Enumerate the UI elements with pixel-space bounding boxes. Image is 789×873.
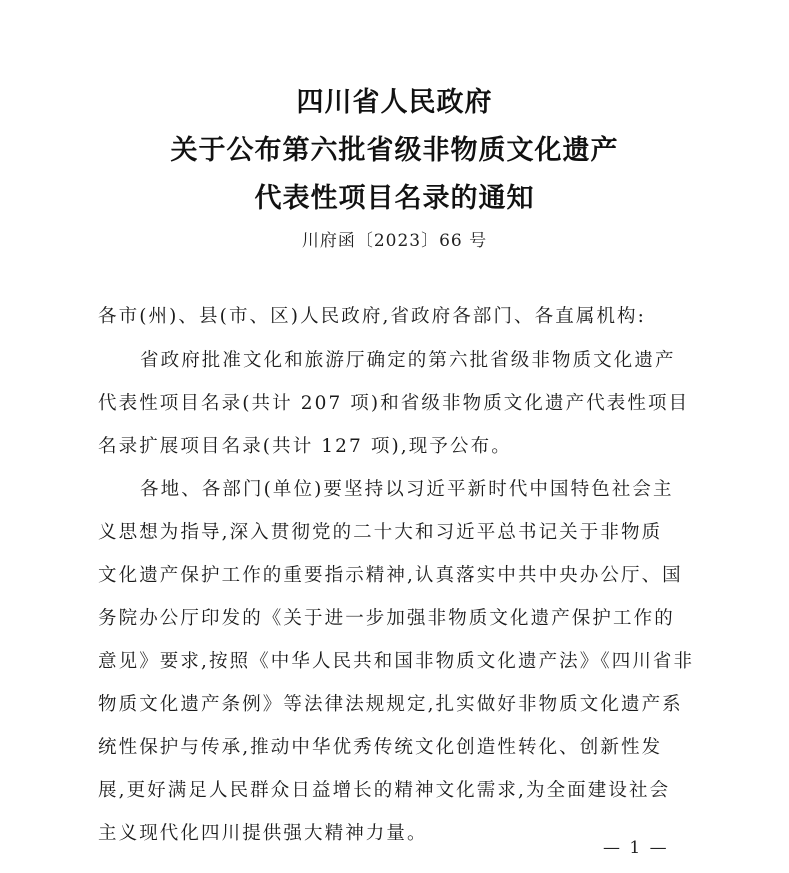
paragraph2-line: 意见》要求,按照《中华人民共和国非物质文化遗产法》《四川省非	[98, 651, 695, 672]
addressee: 各市(州)、县(市、区)人民政府,省政府各部门、各直属机构:	[98, 306, 646, 327]
title-line-3: 代表性项目名录的通知	[254, 183, 535, 214]
paragraph2-line: 展,更好满足人民群众日益增长的精神文化需求,为全面建设社会	[98, 780, 671, 801]
title-line-2: 关于公布第六批省级非物质文化遗产	[170, 135, 619, 166]
paragraph1-line: 省政府批准文化和旅游厅确定的第六批省级非物质文化遗产	[140, 350, 676, 371]
paragraph2-line: 各地、各部门(单位)要坚持以习近平新时代中国特色社会主	[140, 479, 674, 500]
paragraph2-line: 物质文化遗产条例》等法律法规规定,扎实做好非物质文化遗产系	[98, 694, 683, 715]
paragraph2-line: 统性保护与传承,推动中华优秀传统文化创造性转化、创新性发	[98, 737, 663, 758]
title-line-1: 四川省人民政府	[296, 87, 493, 118]
paragraph1-line: 代表性项目名录(共计 207 项)和省级非物质文化遗产代表性项目	[98, 393, 690, 414]
document-number: 川府函〔2023〕66 号	[301, 231, 488, 251]
paragraph1-line: 名录扩展项目名录(共计 127 项),现予公布。	[98, 436, 512, 457]
paragraph2-line: 务院办公厅印发的《关于进一步加强非物质文化遗产保护工作的	[98, 608, 675, 629]
page-number: — 1 —	[603, 838, 669, 858]
paragraph2-line: 主义现代化四川提供强大精神力量。	[98, 823, 428, 844]
paragraph2-line: 义思想为指导,深入贯彻党的二十大和习近平总书记关于非物质	[98, 522, 663, 543]
paragraph2-line: 文化遗产保护工作的重要指示精神,认真落实中共中央办公厅、国	[98, 565, 683, 586]
